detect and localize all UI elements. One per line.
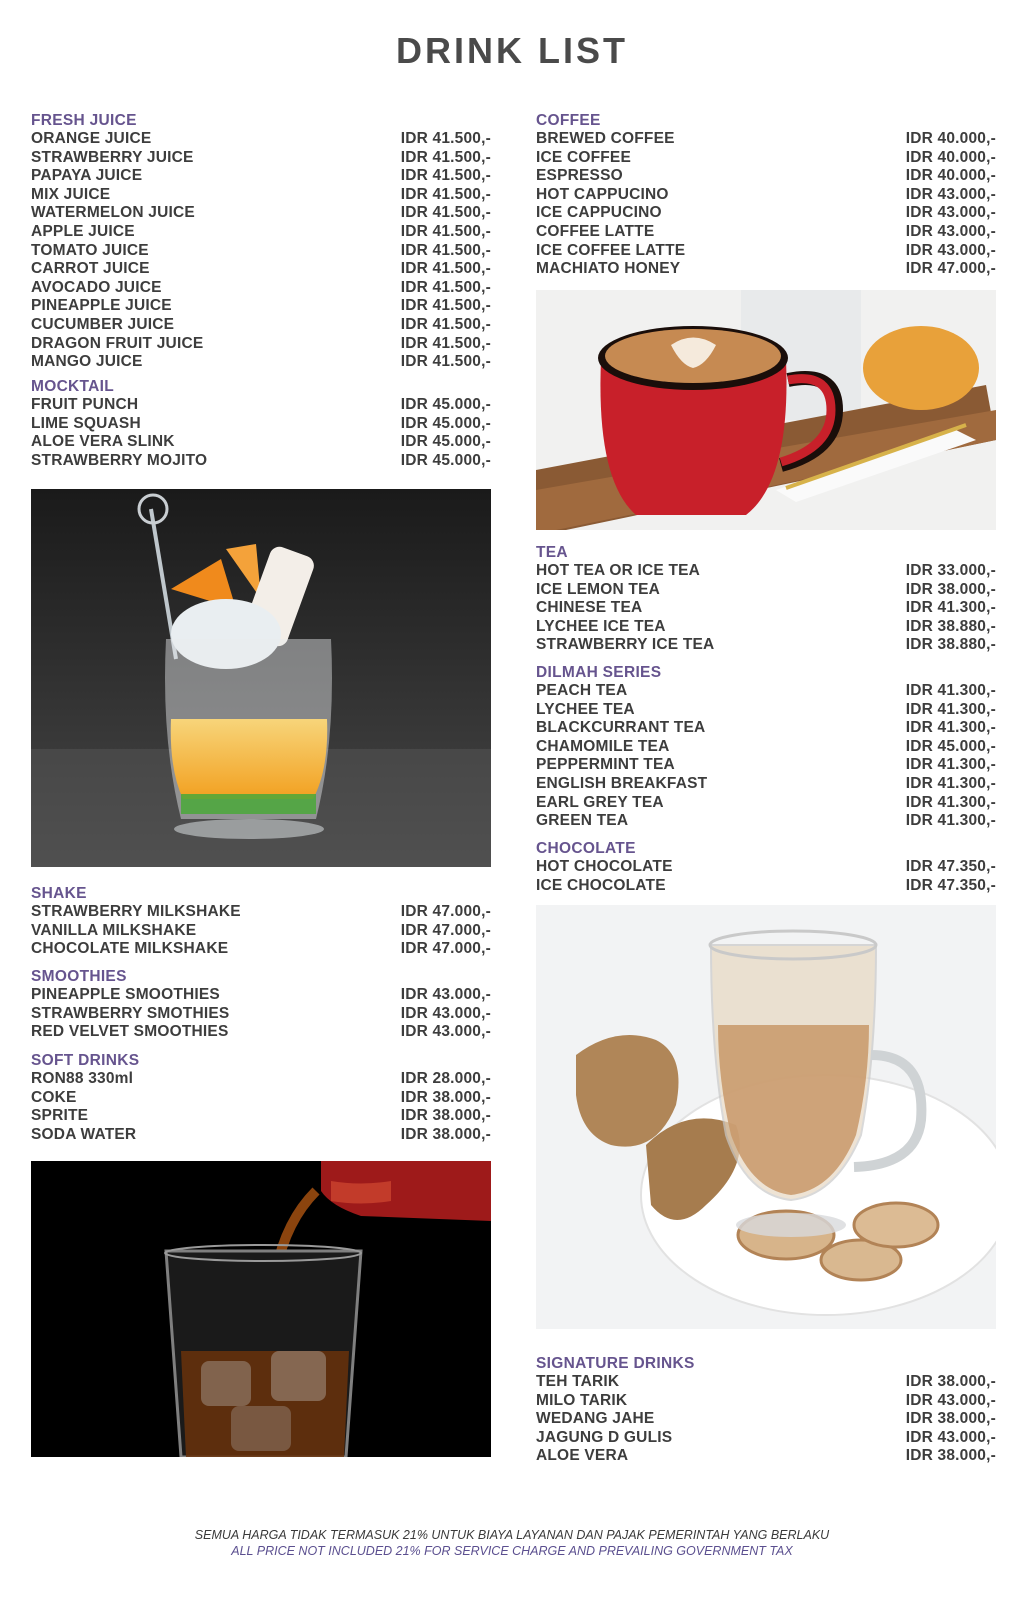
menu-item-price: IDR 33.000,- — [905, 562, 996, 579]
menu-item-name: ORANGE JUICE — [31, 130, 152, 147]
menu-item — [31, 452, 491, 471]
section-title: SIGNATURE DRINKS — [536, 1355, 695, 1372]
menu-item-price: IDR 28.000,- — [400, 1070, 491, 1087]
menu-item-price: IDR 38.000,- — [905, 1373, 996, 1390]
coffee-photo — [536, 290, 996, 530]
menu-item — [31, 130, 491, 149]
menu-item-name: COKE — [31, 1088, 77, 1106]
menu-item — [536, 858, 996, 877]
section-chocolate — [536, 839, 996, 895]
menu-item — [536, 636, 996, 655]
menu-item-name: SPRITE — [31, 1107, 89, 1125]
menu-item-name: RED VELVET SMOOTHIES — [31, 1023, 229, 1041]
section-title: TEA — [536, 544, 568, 561]
section-title: COFFEE — [536, 112, 601, 129]
menu-item-price: IDR 38.000,- — [905, 1410, 996, 1428]
menu-item-price: IDR 41.500,- — [400, 260, 491, 278]
section-signature-drinks — [536, 1354, 996, 1466]
menu-item-name: ICE CHOCOLATE — [536, 876, 666, 894]
menu-item-price: IDR 41.500,- — [400, 130, 491, 147]
tax-notice-indonesian: SEMUA HARGA TIDAK TERMASUK 21% UNTUK BIAYA LAYANAN DAN PAJAK PEMERINTAH YANG BERLAKU — [194, 1528, 830, 1542]
menu-item-price: IDR 43.000,- — [905, 204, 996, 222]
menu-item-price: IDR 38.000,- — [400, 1088, 491, 1106]
menu-item-price: IDR 40.000,- — [905, 167, 996, 185]
section-smoothies — [31, 967, 491, 1042]
menu-item-name: JAGUNG D GULIS — [536, 1428, 673, 1446]
wedang-jahe-illustration — [536, 905, 996, 1329]
menu-item-price: IDR 43.000,- — [905, 222, 996, 240]
menu-item-price: IDR 43.000,- — [400, 1023, 491, 1041]
menu-item-name: ICE CAPPUCINO — [536, 204, 662, 222]
menu-item-name: CUCUMBER JUICE — [31, 315, 175, 333]
menu-item-price: IDR 47.000,- — [400, 940, 491, 958]
menu-item-price: IDR 43.000,- — [905, 241, 996, 259]
menu-item-price: IDR 38.000,- — [905, 1447, 996, 1465]
menu-item — [536, 775, 996, 794]
menu-item-name: PINEAPPLE SMOOTHIES — [31, 986, 220, 1003]
menu-item — [31, 279, 491, 298]
menu-item-price: IDR 47.350,- — [905, 858, 996, 875]
menu-item-price: IDR 41.300,- — [905, 719, 996, 737]
menu-item-price: IDR 43.000,- — [905, 1428, 996, 1446]
menu-item-price: IDR 40.000,- — [905, 130, 996, 147]
menu-item — [31, 415, 491, 434]
menu-item-name: STRAWBERRY MOJITO — [31, 451, 208, 469]
menu-item — [31, 1089, 491, 1108]
menu-item-price: IDR 41.500,- — [400, 334, 491, 352]
menu-item-price: IDR 47.000,- — [905, 260, 996, 278]
menu-item — [536, 599, 996, 618]
menu-item — [536, 682, 996, 701]
menu-item — [536, 149, 996, 168]
menu-item — [536, 812, 996, 831]
menu-item — [31, 986, 491, 1005]
menu-item-name: COFFEE LATTE — [536, 222, 655, 240]
menu-item — [536, 701, 996, 720]
section-title: SHAKE — [31, 885, 87, 902]
section-mocktail — [31, 377, 491, 470]
menu-item — [31, 396, 491, 415]
menu-item — [31, 1070, 491, 1089]
menu-item-price: IDR 41.300,- — [905, 812, 996, 830]
menu-item-name: APPLE JUICE — [31, 222, 135, 240]
menu-item-name: MANGO JUICE — [31, 353, 143, 371]
menu-item-name: PINEAPPLE JUICE — [31, 297, 172, 315]
menu-item — [536, 1410, 996, 1429]
menu-item-name: FRUIT PUNCH — [31, 396, 139, 413]
menu-item — [31, 260, 491, 279]
menu-item — [536, 223, 996, 242]
menu-item — [536, 1373, 996, 1392]
menu-item-name: MILO TARIK — [536, 1391, 628, 1409]
menu-item-price: IDR 41.300,- — [905, 599, 996, 617]
menu-item-price: IDR 41.300,- — [905, 756, 996, 774]
menu-item-name: LYCHEE ICE TEA — [536, 617, 666, 635]
menu-item — [536, 738, 996, 757]
menu-item — [536, 242, 996, 261]
menu-item-price: IDR 41.300,- — [905, 774, 996, 792]
menu-item-name: LYCHEE TEA — [536, 700, 635, 718]
menu-item-price: IDR 38.880,- — [905, 636, 996, 654]
menu-item-name: CARROT JUICE — [31, 260, 150, 278]
menu-item-name: LIME SQUASH — [31, 414, 141, 432]
menu-item — [536, 756, 996, 775]
menu-item-name: PAPAYA JUICE — [31, 167, 143, 185]
tax-notice-english: ALL PRICE NOT INCLUDED 21% FOR SERVICE CHARGE AND PREVAILING GOVERNMENT TAX — [231, 1544, 793, 1558]
menu-item-price: IDR 45.000,- — [400, 451, 491, 469]
menu-item-price: IDR 41.300,- — [905, 700, 996, 718]
menu-item — [31, 353, 491, 372]
menu-item-price: IDR 43.000,- — [400, 986, 491, 1003]
menu-item — [31, 149, 491, 168]
menu-item — [31, 242, 491, 261]
menu-item-name: CHAMOMILE TEA — [536, 737, 670, 755]
menu-item — [536, 204, 996, 223]
menu-item-price: IDR 38.000,- — [400, 1107, 491, 1125]
menu-item-name: ICE COFFEE LATTE — [536, 241, 686, 259]
section-title: DILMAH SERIES — [536, 664, 662, 681]
menu-item — [31, 433, 491, 452]
menu-item-price: IDR 41.500,- — [400, 204, 491, 222]
menu-item-price: IDR 45.000,- — [400, 414, 491, 432]
menu-item — [31, 316, 491, 335]
menu-item-price: IDR 38.000,- — [400, 1125, 491, 1143]
menu-item-name: EARL GREY TEA — [536, 793, 664, 811]
menu-item-name: AVOCADO JUICE — [31, 278, 162, 296]
menu-item — [31, 940, 491, 959]
menu-item — [31, 167, 491, 186]
menu-item-price: IDR 43.000,- — [905, 185, 996, 203]
section-soft-drinks — [31, 1051, 491, 1144]
menu-item-name: BLACKCURRANT TEA — [536, 719, 706, 737]
menu-item-price: IDR 38.000,- — [905, 580, 996, 598]
cappuccino-illustration — [536, 290, 996, 530]
menu-item-price: IDR 43.000,- — [400, 1004, 491, 1022]
menu-item-price: IDR 47.000,- — [400, 903, 491, 920]
section-title: MOCKTAIL — [31, 378, 115, 395]
menu-item-price: IDR 41.500,- — [400, 315, 491, 333]
menu-item — [31, 1023, 491, 1042]
menu-item — [536, 130, 996, 149]
menu-item-price: IDR 38.880,- — [905, 617, 996, 635]
menu-item-name: STRAWBERRY MILKSHAKE — [31, 903, 241, 920]
menu-item-price: IDR 45.000,- — [400, 433, 491, 451]
menu-item-price: IDR 43.000,- — [905, 1391, 996, 1409]
menu-item — [31, 186, 491, 205]
menu-item — [536, 719, 996, 738]
menu-item-name: DRAGON FRUIT JUICE — [31, 334, 204, 352]
menu-item-name: ICE LEMON TEA — [536, 580, 661, 598]
tax-notice — [0, 1527, 1024, 1559]
menu-item — [31, 297, 491, 316]
menu-item — [536, 186, 996, 205]
menu-item-name: TEH TARIK — [536, 1373, 620, 1390]
menu-item-name: ESPRESSO — [536, 167, 623, 185]
menu-item — [31, 922, 491, 941]
menu-item — [536, 562, 996, 581]
menu-item — [536, 794, 996, 813]
menu-item — [536, 260, 996, 279]
menu-item-name: HOT TEA OR ICE TEA — [536, 562, 701, 579]
menu-item-price: IDR 41.500,- — [400, 148, 491, 166]
mocktail-photo — [31, 489, 491, 867]
menu-item-name: STRAWBERRY ICE TEA — [536, 636, 715, 654]
menu-item-price: IDR 47.000,- — [400, 921, 491, 939]
menu-item-price: IDR 45.000,- — [400, 396, 491, 413]
menu-item-price: IDR 41.500,- — [400, 241, 491, 259]
menu-item-name: HOT CHOCOLATE — [536, 858, 673, 875]
menu-item-name: ENGLISH BREAKFAST — [536, 774, 708, 792]
menu-item-name: STRAWBERRY SMOTHIES — [31, 1004, 230, 1022]
menu-item — [536, 1392, 996, 1411]
menu-item-name: WATERMELON JUICE — [31, 204, 195, 222]
menu-item-name: BREWED COFFEE — [536, 130, 675, 147]
section-coffee — [536, 111, 996, 279]
section-title: SOFT DRINKS — [31, 1052, 140, 1069]
menu-item-name: ALOE VERA SLINK — [31, 433, 175, 451]
menu-item-name: PEACH TEA — [536, 682, 628, 699]
menu-item — [536, 1429, 996, 1448]
menu-item — [31, 1107, 491, 1126]
cola-photo — [31, 1161, 491, 1457]
menu-item — [31, 204, 491, 223]
menu-item-price: IDR 41.500,- — [400, 167, 491, 185]
menu-item-price: IDR 41.500,- — [400, 353, 491, 371]
menu-item-name: TOMATO JUICE — [31, 241, 149, 259]
menu-item-price: IDR 41.500,- — [400, 278, 491, 296]
menu-item-name: ICE COFFEE — [536, 148, 632, 166]
menu-item-name: CHINESE TEA — [536, 599, 643, 617]
menu-item — [536, 1447, 996, 1466]
menu-item — [536, 167, 996, 186]
section-dilmah-series — [536, 663, 996, 831]
menu-item-name: STRAWBERRY JUICE — [31, 148, 194, 166]
menu-item — [31, 335, 491, 354]
section-tea — [536, 543, 996, 655]
section-title: CHOCOLATE — [536, 840, 636, 857]
menu-item-name: MIX JUICE — [31, 185, 111, 203]
menu-item-price: IDR 41.500,- — [400, 297, 491, 315]
menu-item — [31, 1005, 491, 1024]
cola-pour-illustration — [31, 1161, 491, 1457]
menu-item — [31, 1126, 491, 1145]
menu-item-price: IDR 40.000,- — [905, 148, 996, 166]
menu-item-name: GREEN TEA — [536, 812, 629, 830]
menu-item — [536, 581, 996, 600]
menu-item-name: RON88 330ml — [31, 1070, 134, 1087]
menu-item — [31, 223, 491, 242]
section-fresh-juice — [31, 111, 491, 372]
menu-item — [536, 877, 996, 896]
orange-mocktail-illustration — [31, 489, 491, 867]
menu-item-name: CHOCOLATE MILKSHAKE — [31, 940, 229, 958]
menu-item-price: IDR 41.500,- — [400, 185, 491, 203]
menu-item-name: MACHIATO HONEY — [536, 260, 681, 278]
menu-item-name: WEDANG JAHE — [536, 1410, 655, 1428]
menu-item-name: ALOE VERA — [536, 1447, 629, 1465]
page-title: DRINK LIST — [396, 30, 628, 71]
section-shake — [31, 884, 491, 959]
menu-item-price: IDR 41.300,- — [905, 793, 996, 811]
menu-item-price: IDR 47.350,- — [905, 876, 996, 894]
menu-item-name: HOT CAPPUCINO — [536, 185, 669, 203]
menu-item-price: IDR 41.300,- — [905, 682, 996, 699]
menu-item — [536, 618, 996, 637]
section-title: FRESH JUICE — [31, 112, 137, 129]
menu-item-name: VANILLA MILKSHAKE — [31, 921, 197, 939]
menu-item — [31, 903, 491, 922]
ginger-drink-photo — [536, 905, 996, 1329]
menu-item-price: IDR 45.000,- — [905, 737, 996, 755]
menu-item-price: IDR 41.500,- — [400, 222, 491, 240]
section-title: SMOOTHIES — [31, 968, 127, 985]
menu-item-name: PEPPERMINT TEA — [536, 756, 675, 774]
menu-item-name: SODA WATER — [31, 1125, 137, 1143]
